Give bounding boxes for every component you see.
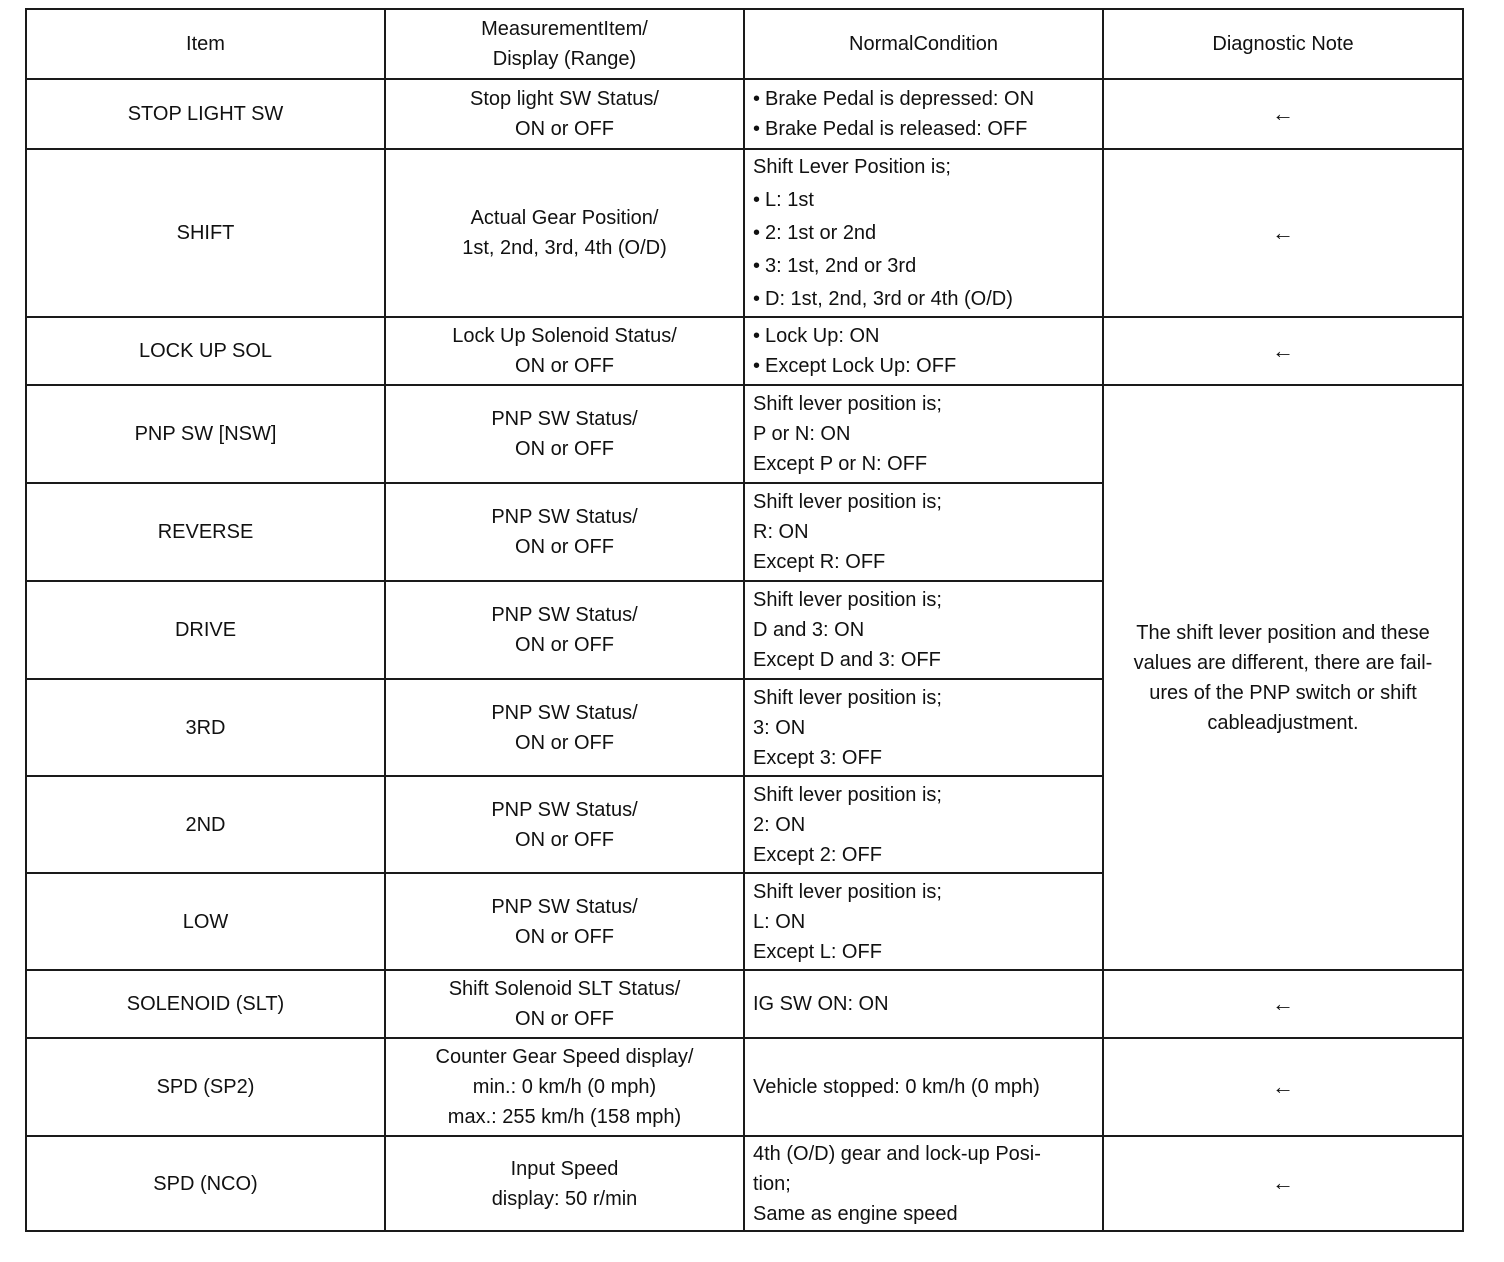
table-row [26,149,1463,317]
measurement-cell: Actual Gear Position/ 1st, 2nd, 3rd, 4th (O/D) [385,149,744,317]
item-cell: LOCK UP SOL [26,317,385,385]
bullet-icon: • [753,254,761,277]
condition-cell: Shift lever position is; R: ON Except R: OFF [744,483,1103,581]
left-arrow-icon: ← [1272,100,1294,126]
note-cell [1103,317,1463,385]
item-cell: SHIFT [26,149,385,317]
item-cell: REVERSE [26,483,385,581]
table-row [26,385,1463,483]
left-arrow-icon: ← [1272,219,1294,245]
measurement-cell: Shift Solenoid SLT Status/ ON or OFF [385,970,744,1038]
item-cell: LOW [26,873,385,970]
measurement-cell: Lock Up Solenoid Status/ ON or OFF [385,317,744,385]
bullet-icon: • [753,188,761,211]
item-cell: PNP SW [NSW] [26,385,385,483]
measurement-cell: PNP SW Status/ ON or OFF [385,873,744,970]
measurement-cell: PNP SW Status/ ON or OFF [385,679,744,776]
measurement-cell: PNP SW Status/ ON or OFF [385,581,744,679]
table-row [26,1136,1463,1231]
condition-cell: IG SW ON: ON [744,970,1103,1038]
item-cell: SOLENOID (SLT) [26,970,385,1038]
note-cell [1103,1136,1463,1231]
bullet-icon: • [753,118,761,140]
measurement-cell: PNP SW Status/ ON or OFF [385,385,744,483]
bullet-icon: • [753,88,761,110]
condition-cell: Shift Lever Position is; • L: 1st • 2: 1st or 2nd • 3: 1st, 2nd or 3rd • D: 1st, 2nd, 3rd or 4th (O/D) [744,149,1103,317]
left-arrow-icon: ← [1272,337,1294,363]
condition-cell: Shift lever position is; 2: ON Except 2: OFF [744,776,1103,873]
header-measurement: MeasurementItem/ Display (Range) [385,9,744,79]
table-header-row [26,9,1463,79]
condition-cell: Shift lever position is; L: ON Except L: OFF [744,873,1103,970]
table-row [26,79,1463,149]
condition-cell: Shift lever position is; P or N: ON Except P or N: OFF [744,385,1103,483]
bullet-icon: • [753,287,761,310]
pnp-note-cell: The shift lever position and these values are different, there are fail- ures of the PNP switch or shift cableadjustment. [1103,385,1463,970]
note-cell [1103,970,1463,1038]
header-normal-condition: NormalCondition [744,9,1103,79]
note-cell [1103,79,1463,149]
item-cell: 3RD [26,679,385,776]
item-cell: STOP LIGHT SW [26,79,385,149]
bullet-icon: • [753,221,761,244]
table-row [26,317,1463,385]
measurement-cell: Stop light SW Status/ ON or OFF [385,79,744,149]
left-arrow-icon: ← [1272,990,1294,1016]
condition-cell: 4th (O/D) gear and lock-up Posi- tion; Same as engine speed [744,1136,1103,1231]
header-item: Item [26,9,385,79]
measurement-cell: Counter Gear Speed display/ min.: 0 km/h (0 mph) max.: 255 km/h (158 mph) [385,1038,744,1136]
condition-cell: • Brake Pedal is depressed: ON • Brake Pedal is released: OFF [744,79,1103,149]
table-row [26,970,1463,1038]
bullet-icon: • [753,325,761,347]
item-cell: DRIVE [26,581,385,679]
bullet-icon: • [753,355,761,377]
condition-cell: • Lock Up: ON • Except Lock Up: OFF [744,317,1103,385]
condition-cell: Shift lever position is; 3: ON Except 3: OFF [744,679,1103,776]
item-cell: SPD (NCO) [26,1136,385,1231]
item-cell: SPD (SP2) [26,1038,385,1136]
left-arrow-icon: ← [1272,1170,1294,1195]
left-arrow-icon: ← [1272,1073,1294,1099]
header-diagnostic-note: Diagnostic Note [1103,9,1463,79]
measurement-cell: PNP SW Status/ ON or OFF [385,776,744,873]
diagnostic-data-table [25,8,1464,1232]
measurement-cell: PNP SW Status/ ON or OFF [385,483,744,581]
condition-cell: Shift lever position is; D and 3: ON Except D and 3: OFF [744,581,1103,679]
measurement-cell: Input Speed display: 50 r/min [385,1136,744,1231]
item-cell: 2ND [26,776,385,873]
note-cell [1103,149,1463,317]
note-cell [1103,1038,1463,1136]
condition-cell: Vehicle stopped: 0 km/h (0 mph) [744,1038,1103,1136]
table-row [26,1038,1463,1136]
